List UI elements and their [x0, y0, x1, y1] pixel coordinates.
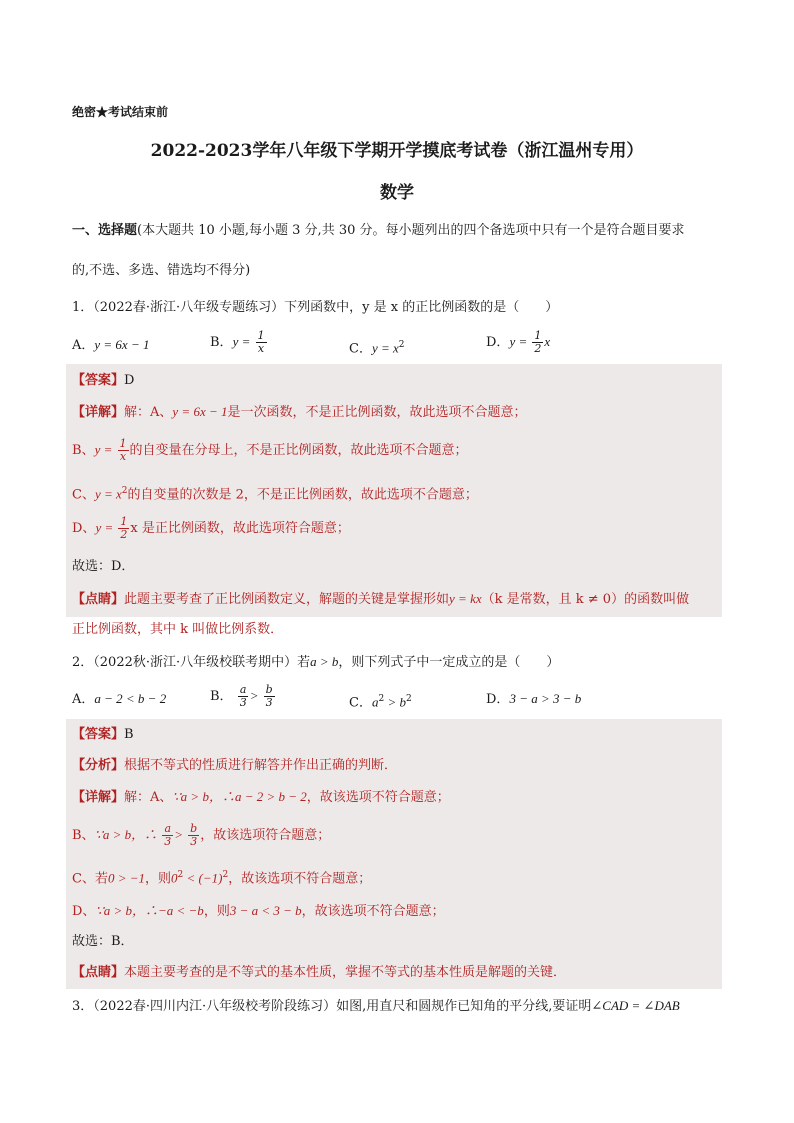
- q2-option-c-rhs: > b: [384, 694, 406, 710]
- q1-detail-d: [72, 516, 350, 541]
- q3-stem-text: 3．（2022春·四川内江·八年级校考阶段练习）如图,用直尺和圆规作已知角的平分线,要证明: [72, 999, 592, 1014]
- superscript: 2: [121, 486, 128, 496]
- q2-stem-math: a > b: [310, 654, 339, 669]
- q2-detail-b-pre: B、: [72, 828, 95, 843]
- q1-comment-line-2: 正比例函数，其中 k 叫做比例系数．: [72, 622, 284, 637]
- q1-option-b-fraction: [256, 330, 267, 355]
- q2-stem-pre: 2．（2022秋·浙江·八年级校联考期中）若: [72, 655, 311, 670]
- q1-detail-d-pre: D、: [72, 521, 96, 536]
- q2-detail-b-fraction-1: [162, 823, 173, 848]
- fraction-numerator: b: [265, 683, 273, 696]
- q1-detail-b-pre: B、: [72, 443, 95, 458]
- detail-tag: 【详解】: [72, 790, 125, 805]
- q1-option-c-math: y = x: [371, 340, 399, 356]
- q2-detail-a-pre: 解：A、: [124, 790, 173, 805]
- q2-comment-text: 本题主要考查的是不等式的基本性质，掌握不等式的基本性质是解题的关键．: [124, 965, 567, 980]
- q1-option-d-lhs: y =: [509, 334, 528, 349]
- detail-tag: 【详解】: [72, 405, 125, 420]
- superscript: 2: [177, 870, 184, 880]
- q2-option-c-label: C．: [349, 695, 372, 711]
- q1-detail-b-lhs: y =: [94, 442, 113, 457]
- q2-analysis: [72, 756, 397, 776]
- q2-option-b-fraction-1: [238, 684, 249, 709]
- fraction-denominator: 3: [164, 835, 172, 848]
- q1-option-c: [349, 335, 405, 359]
- q2-detail-a: [72, 787, 450, 808]
- comment-tag: 【点睛】: [72, 965, 125, 980]
- q2-option-d-label: D．: [486, 692, 510, 707]
- q1-option-a-math: y = 6x − 1: [94, 337, 150, 352]
- q2-comment: [72, 963, 566, 983]
- subject-title: 数学: [380, 183, 414, 203]
- q2-detail-a-post: ，故该选项不符合题意；: [306, 790, 450, 805]
- q1-option-b-lhs: y =: [232, 334, 251, 349]
- q1-detail-b-post: 的自变量在分母上，不是正比例函数，故此选项不合题意；: [129, 443, 468, 458]
- section-desc-1: (本大题共 10 小题,每小题 3 分,共 30 分。每小题列出的四个备选项中只有一个是符合题目要求: [137, 223, 685, 238]
- superscript: 2: [378, 694, 385, 704]
- q2-detail-c-pre: C、若: [72, 871, 108, 887]
- fraction-denominator: x: [119, 450, 127, 463]
- q1-detail-c: [72, 481, 478, 505]
- q1-detail-b: [72, 438, 468, 463]
- q1-detail-c-pre: C、: [72, 487, 95, 503]
- q2-detail-c-math-2: 0: [171, 870, 178, 886]
- q2-option-b-fraction-2: [264, 684, 275, 709]
- section-heading: [72, 221, 685, 241]
- q2-option-a-label: A．: [72, 692, 95, 707]
- q1-option-d-fraction: [532, 330, 543, 355]
- q1-option-d-label: D．: [486, 335, 510, 350]
- q1-detail-c-post: 的自变量的次数是 2，不是正比例函数，故此选项不合题意；: [127, 487, 478, 503]
- q1-comment-post: （k 是常数，且 k ≠ 0）的函数叫做: [481, 592, 690, 607]
- q2-option-c-lhs: a: [371, 694, 379, 710]
- q2-stem-post: ，则下列式子中一定成立的是（ ）: [338, 655, 560, 670]
- q3-stem: [72, 996, 680, 1017]
- q2-detail-d-math-1: ∵a > b，∴−a < −b: [95, 903, 204, 918]
- q1-option-a-label: A．: [72, 338, 95, 353]
- q2-detail-b-post: ，故该选项符合题意；: [200, 828, 331, 843]
- fraction-numerator: 1: [257, 329, 265, 342]
- fraction-denominator: 2: [534, 342, 542, 355]
- q1-answer: [72, 371, 134, 391]
- q2-detail-b-math: ∵a > b，∴: [94, 827, 158, 842]
- fraction-denominator: 3: [265, 696, 273, 709]
- q2-answer-value: B: [124, 727, 134, 742]
- q2-stem: [72, 652, 559, 673]
- q1-detail-d-post: x 是正比例函数，故此选项符合题意；: [130, 521, 350, 536]
- q1-detail-b-fraction: [118, 438, 129, 463]
- q2-detail-d-post: ，故该选项不符合题意；: [301, 904, 445, 919]
- page-title: 2022-2023学年八年级下学期开学摸底考试卷（浙江温州专用）: [150, 141, 644, 161]
- q2-detail-c-math-1: 0 > −1: [107, 870, 145, 886]
- q2-option-b-label: B．: [210, 689, 233, 704]
- q2-detail-b-fraction-2: [188, 823, 199, 848]
- q1-detail-a-pre: 解：A、: [124, 405, 173, 420]
- analysis-tag: 【分析】: [72, 758, 125, 773]
- fraction-numerator: 1: [534, 329, 542, 342]
- q2-option-a-math: a − 2 < b − 2: [94, 691, 167, 706]
- q2-detail-b-relation: >: [174, 827, 184, 842]
- q2-detail-d-math-2: 3 − a < 3 − b: [229, 903, 302, 918]
- q1-detail-d-lhs: y =: [95, 520, 114, 535]
- q2-detail-c-math-3: < (−1): [183, 870, 223, 886]
- q2-option-b-relation: >: [249, 688, 259, 703]
- section-label: 一、选择题: [72, 223, 138, 238]
- fraction-denominator: x: [257, 342, 265, 355]
- q1-detail-a-math: y = 6x − 1: [172, 404, 228, 419]
- q1-option-d: [486, 330, 550, 355]
- q2-option-d-math: 3 − a > 3 − b: [509, 691, 582, 706]
- q2-detail-a-math: ∵a > b，∴a − 2 > b − 2: [172, 789, 307, 804]
- q2-analysis-text: 根据不等式的性质进行解答并作出正确的判断．: [124, 758, 398, 773]
- q1-option-c-label: C．: [349, 341, 372, 357]
- fraction-numerator: 1: [120, 515, 128, 528]
- q2-choose: 故选：B．: [72, 934, 134, 949]
- q2-option-d: [486, 689, 581, 710]
- q1-answer-value: D: [124, 373, 135, 388]
- fraction-numerator: b: [190, 822, 198, 835]
- superscript: 2: [405, 694, 412, 704]
- q1-detail-c-math: y = x: [94, 486, 122, 502]
- fraction-numerator: a: [164, 822, 172, 835]
- q1-comment-pre: 此题主要考查了正比例函数定义，解题的关键是掌握形如: [124, 592, 450, 607]
- q2-detail-d: [72, 901, 445, 922]
- answer-tag: 【答案】: [72, 373, 125, 388]
- answer-tag: 【答案】: [72, 727, 125, 742]
- fraction-denominator: 3: [190, 835, 198, 848]
- q1-detail-a-post: 是一次函数，不是正比例函数，故此选项不合题意；: [227, 405, 527, 420]
- q2-answer: [72, 725, 134, 745]
- section-desc-2: 的,不选、多选、错选均不得分): [72, 263, 251, 278]
- q2-option-a: [72, 689, 166, 710]
- q2-detail-c: [72, 865, 371, 889]
- q1-option-b-label: B．: [210, 335, 233, 350]
- q1-option-b: [210, 330, 268, 355]
- q1-stem: 1．（2022春·浙江·八年级专题练习）下列函数中，y 是 x 的正比例函数的是（ ）: [72, 300, 559, 315]
- q1-comment-math: y = kx: [449, 591, 482, 606]
- q3-stem-math: ∠CAD = ∠DAB: [591, 998, 680, 1013]
- q2-detail-b: [72, 823, 330, 848]
- q2-option-b: [210, 684, 276, 709]
- fraction-denominator: 2: [120, 528, 128, 541]
- q1-comment: [72, 589, 689, 610]
- q1-detail-d-fraction: [118, 516, 129, 541]
- q1-option-d-rhs: x: [544, 334, 551, 349]
- q1-option-a: [72, 335, 149, 356]
- q1-detail-a: [72, 402, 527, 423]
- comment-tag: 【点睛】: [72, 592, 125, 607]
- superscript: 2: [222, 870, 229, 880]
- q2-detail-d-mid: ，则: [203, 904, 230, 919]
- q1-choose: 故选：D．: [72, 559, 135, 574]
- superscript: 2: [398, 340, 405, 350]
- q2-detail-d-pre: D、: [72, 904, 96, 919]
- q2-detail-c-post: ，故该选项不符合题意；: [228, 871, 372, 887]
- fraction-numerator: a: [239, 683, 247, 696]
- fraction-numerator: 1: [119, 437, 127, 450]
- q2-option-c: [349, 689, 412, 713]
- fraction-denominator: 3: [239, 696, 247, 709]
- secret-label: 绝密★考试结束前: [72, 105, 169, 119]
- q2-detail-c-mid: ，则: [145, 871, 172, 887]
